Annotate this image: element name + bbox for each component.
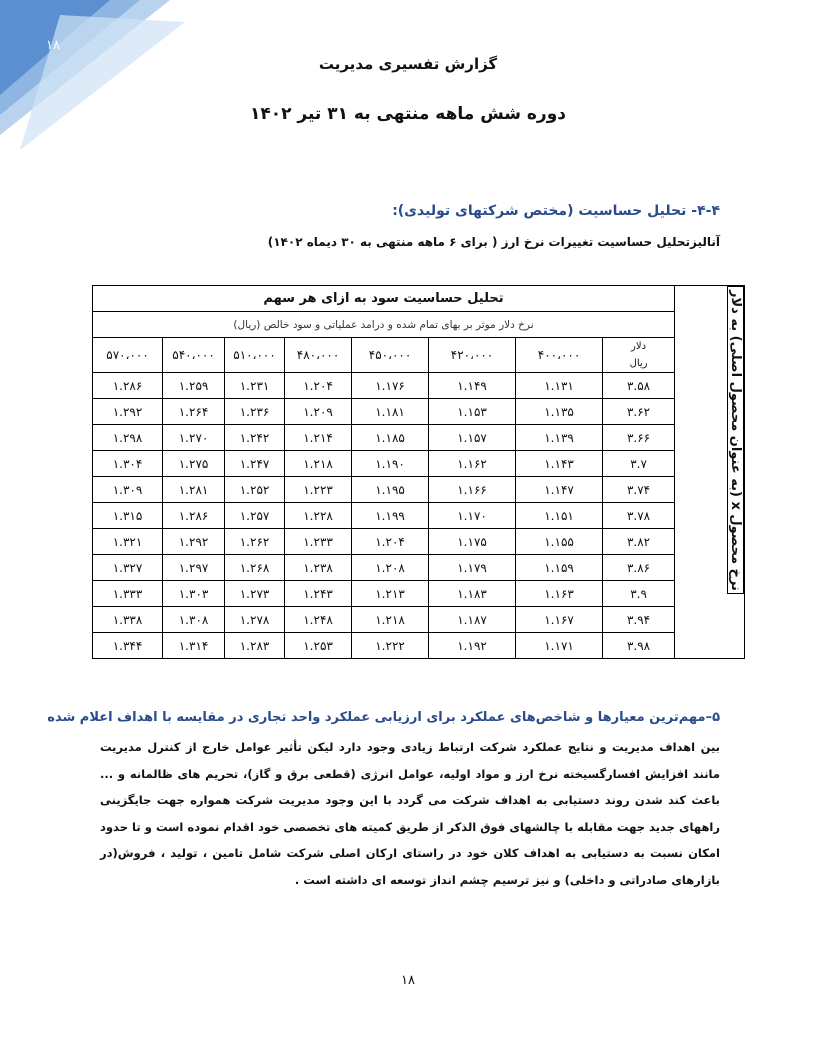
value-cell: ۱.۳۰۳ — [163, 581, 225, 607]
value-cell: ۱.۱۸۱ — [352, 399, 429, 425]
rate-cell: ۳.۹ — [603, 581, 675, 607]
report-title: گزارش تفسیری مدیریت — [318, 55, 498, 73]
value-cell: ۱.۲۴۲ — [225, 425, 285, 451]
value-cell: ۱.۱۷۹ — [429, 555, 516, 581]
value-cell: ۱.۲۸۱ — [163, 477, 225, 503]
value-cell: ۱.۲۱۸ — [352, 607, 429, 633]
value-cell: ۱.۲۸۶ — [163, 503, 225, 529]
value-cell: ۱.۳۳۳ — [93, 581, 163, 607]
table-row — [93, 607, 745, 633]
page-number-bottom: ۱۸ — [401, 973, 415, 988]
value-cell: ۱.۱۴۳ — [516, 451, 603, 477]
value-cell: ۱.۱۸۳ — [429, 581, 516, 607]
value-cell: ۱.۱۶۷ — [516, 607, 603, 633]
value-cell: ۱.۲۷۸ — [225, 607, 285, 633]
column-header: ۵۴۰،۰۰۰ — [163, 338, 225, 373]
value-cell: ۱.۱۹۰ — [352, 451, 429, 477]
sensitivity-table — [92, 285, 745, 659]
value-cell: ۱.۲۳۶ — [225, 399, 285, 425]
value-cell: ۱.۲۱۸ — [285, 451, 352, 477]
value-cell: ۱.۲۴۸ — [285, 607, 352, 633]
column-header: ۴۵۰،۰۰۰ — [352, 338, 429, 373]
value-cell: ۱.۲۶۸ — [225, 555, 285, 581]
value-cell: ۱.۱۵۱ — [516, 503, 603, 529]
value-cell: ۱.۲۸۳ — [225, 633, 285, 659]
value-cell: ۱.۲۷۵ — [163, 451, 225, 477]
rate-cell: ۳.۹۸ — [603, 633, 675, 659]
value-cell: ۱.۱۶۲ — [429, 451, 516, 477]
value-cell: ۱.۲۲۲ — [352, 633, 429, 659]
value-cell: ۱.۱۵۹ — [516, 555, 603, 581]
rate-cell: ۳.۶۶ — [603, 425, 675, 451]
table-row — [93, 399, 745, 425]
value-cell: ۱.۳۴۴ — [93, 633, 163, 659]
value-cell: ۱.۱۳۹ — [516, 425, 603, 451]
value-cell: ۱.۱۴۹ — [429, 373, 516, 399]
value-cell: ۱.۲۹۷ — [163, 555, 225, 581]
value-cell: ۱.۱۵۳ — [429, 399, 516, 425]
value-cell: ۱.۱۷۵ — [429, 529, 516, 555]
value-cell: ۱.۲۱۳ — [352, 581, 429, 607]
value-cell: ۱.۱۳۱ — [516, 373, 603, 399]
table-row — [93, 633, 745, 659]
table-title: تحلیل حساسیت سود به ازای هر سهم — [93, 286, 675, 312]
rate-cell: ۳.۷۴ — [603, 477, 675, 503]
value-cell: ۱.۲۰۹ — [285, 399, 352, 425]
value-cell: ۱.۲۳۳ — [285, 529, 352, 555]
report-period: دوره شش ماهه منتهی به ۳۱ تیر ۱۴۰۲ — [249, 104, 566, 124]
value-cell: ۱.۲۹۲ — [93, 399, 163, 425]
value-cell: ۱.۱۷۶ — [352, 373, 429, 399]
table-row — [93, 451, 745, 477]
value-cell: ۱.۲۵۲ — [225, 477, 285, 503]
rate-cell: ۳.۸۲ — [603, 529, 675, 555]
section4-title: ۴-۴- تحلیل حساسیت (مختص شرکتهای تولیدی): — [392, 203, 720, 219]
value-cell: ۱.۳۳۸ — [93, 607, 163, 633]
value-cell: ۱.۱۹۵ — [352, 477, 429, 503]
value-cell: ۱.۲۹۲ — [163, 529, 225, 555]
value-cell: ۱.۳۲۱ — [93, 529, 163, 555]
value-cell: ۱.۲۶۴ — [163, 399, 225, 425]
value-cell: ۱.۳۱۴ — [163, 633, 225, 659]
rate-cell: ۳.۹۴ — [603, 607, 675, 633]
side-label: نرخ محصول x (به عنوان محصول اصلی) به دلار — [727, 286, 744, 594]
rate-cell: ۳.۸۶ — [603, 555, 675, 581]
unit-bottom: ریال — [629, 358, 648, 369]
value-cell: ۱.۱۶۳ — [516, 581, 603, 607]
value-cell: ۱.۲۵۳ — [285, 633, 352, 659]
value-cell: ۱.۲۷۰ — [163, 425, 225, 451]
table-row — [93, 529, 745, 555]
table-row — [93, 373, 745, 399]
rate-cell: ۳.۷۸ — [603, 503, 675, 529]
value-cell: ۱.۱۸۵ — [352, 425, 429, 451]
section5-title: ۵–مهم‌ترین معیارها و شاخص‌های عملکرد برای ارزیابی عملکرد واحد تجاری در مقایسه با اهداف اعلام شده — [47, 710, 720, 725]
value-cell: ۱.۲۰۴ — [352, 529, 429, 555]
value-cell: ۱.۲۵۹ — [163, 373, 225, 399]
table-row — [93, 477, 745, 503]
value-cell: ۱.۳۱۵ — [93, 503, 163, 529]
table-row — [93, 503, 745, 529]
table-row — [93, 425, 745, 451]
unit-header — [603, 338, 675, 373]
column-header: ۴۸۰،۰۰۰ — [285, 338, 352, 373]
value-cell: ۱.۲۳۱ — [225, 373, 285, 399]
value-cell: ۱.۲۹۸ — [93, 425, 163, 451]
value-cell: ۱.۱۷۱ — [516, 633, 603, 659]
value-cell: ۱.۲۳۸ — [285, 555, 352, 581]
value-cell: ۱.۱۷۰ — [429, 503, 516, 529]
rate-cell: ۳.۶۲ — [603, 399, 675, 425]
value-cell: ۱.۱۹۲ — [429, 633, 516, 659]
table-subtitle: نرخ دلار موثر بر بهای تمام شده و درامد عملیاتی و سود خالص (ریال) — [93, 312, 675, 338]
value-cell: ۱.۳۰۸ — [163, 607, 225, 633]
value-cell: ۱.۱۳۵ — [516, 399, 603, 425]
value-cell: ۱.۲۲۳ — [285, 477, 352, 503]
side-label-cell — [675, 286, 745, 659]
value-cell: ۱.۲۰۸ — [352, 555, 429, 581]
column-header: ۵۱۰،۰۰۰ — [225, 338, 285, 373]
value-cell: ۱.۲۷۳ — [225, 581, 285, 607]
value-cell: ۱.۱۵۷ — [429, 425, 516, 451]
value-cell: ۱.۲۴۳ — [285, 581, 352, 607]
table-row — [93, 555, 745, 581]
unit-top: دلار — [631, 341, 647, 352]
value-cell: ۱.۲۰۴ — [285, 373, 352, 399]
value-cell: ۱.۳۰۹ — [93, 477, 163, 503]
page-number-top: ۱۸ — [46, 38, 60, 53]
value-cell: ۱.۲۱۴ — [285, 425, 352, 451]
value-cell: ۱.۳۲۷ — [93, 555, 163, 581]
table-row — [93, 581, 745, 607]
column-header: ۴۰۰،۰۰۰ — [516, 338, 603, 373]
value-cell: ۱.۳۰۴ — [93, 451, 163, 477]
value-cell: ۱.۱۶۶ — [429, 477, 516, 503]
value-cell: ۱.۱۸۷ — [429, 607, 516, 633]
rate-cell: ۳.۷ — [603, 451, 675, 477]
value-cell: ۱.۲۲۸ — [285, 503, 352, 529]
column-header: ۵۷۰،۰۰۰ — [93, 338, 163, 373]
value-cell: ۱.۲۸۶ — [93, 373, 163, 399]
corner-decoration — [0, 0, 200, 150]
value-cell: ۱.۲۶۲ — [225, 529, 285, 555]
column-header: ۴۲۰،۰۰۰ — [429, 338, 516, 373]
value-cell: ۱.۲۴۷ — [225, 451, 285, 477]
value-cell: ۱.۱۹۹ — [352, 503, 429, 529]
value-cell: ۱.۱۵۵ — [516, 529, 603, 555]
value-cell: ۱.۲۵۷ — [225, 503, 285, 529]
section5-paragraph: بین اهداف مدیریت و نتایج عملکرد شرکت ارتباط زیادی وجود دارد لیکن تأثیر عوامل خارج از کنترل مدیریت مانند افزایش افسارگسیخته نرخ ارز و مواد اولیه، عوامل انرژی (قطعی برق و گاز)، تحریم های ظالمانه و ... باعث کند شدن روند دستیابی به اهداف شرکت می گردد با این وجود مدیریت شرکت همواره جهت جایگزینی راههای جدید جهت مقابله با چالشهای فوق الذکر از طریق کمیته های تخصصی خود اقدام نموده است و تا حدود امکان نسبت به دستیابی به اهداف کلان خود در راستای ارکان اصلی شرکت شامل تامین ، تولید ، فروش(در بازارهای صادراتی و داخلی) و نیز ترسیم چشم انداز توسعه ای داشته است . — [100, 740, 720, 887]
section4-subtitle: آنالیزتحلیل حساسیت تغییرات نرخ ارز ( برای ۶ ماهه منتهی به ۳۰ دیماه ۱۴۰۲) — [267, 235, 720, 249]
value-cell: ۱.۱۴۷ — [516, 477, 603, 503]
rate-cell: ۳.۵۸ — [603, 373, 675, 399]
